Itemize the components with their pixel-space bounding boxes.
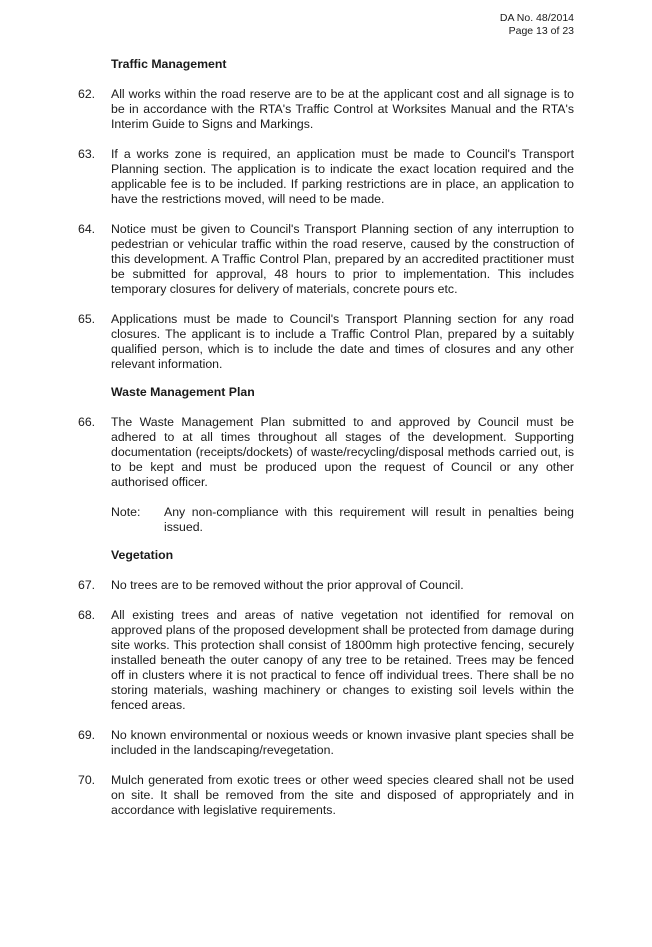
condition-number: 65. [78,312,96,326]
condition-68 [78,608,574,713]
page-header [500,12,574,38]
condition-62 [78,87,574,132]
condition-70 [78,773,574,818]
note-label: Note: [111,505,141,519]
da-number: DA No. 48/2014 [499,12,574,24]
condition-text: Mulch generated from exotic trees or other weed species cleared shall not be used on site. It shall be removed from the site and disposed of appropriately and in accordance with legislative requirements. [111,773,574,817]
condition-number: 67. [78,578,96,592]
section-heading-waste-management-plan: Waste Management Plan [111,385,255,399]
page-number: Page 13 of 23 [508,25,574,37]
condition-66 [78,415,574,490]
condition-64 [78,222,574,297]
condition-67 [78,578,574,593]
note-text: Any non-compliance with this requirement will result in penalties being issued. [164,505,574,534]
condition-text: All works within the road reserve are to be at the applicant cost and all signage is to be in accordance with the RTA's Traffic Control at Worksites Manual and the RTA's Interim Guide to Signs and Markings. [111,87,574,131]
condition-number: 63. [78,147,96,161]
condition-number: 70. [78,773,96,787]
condition-text: No known environmental or noxious weeds or known invasive plant species shall be included in the landscaping/revegetation. [111,728,574,757]
condition-number: 66. [78,415,96,429]
section-heading-vegetation: Vegetation [111,548,174,562]
condition-63 [78,147,574,207]
condition-note [111,505,574,535]
condition-65 [78,312,574,372]
condition-text: Applications must be made to Council's Transport Planning section for any road closures. The applicant is to include a Traffic Control Plan, prepared by a suitably qualified person, which is to include the date and times of closures and any other relevant information. [111,312,574,371]
condition-number: 69. [78,728,96,742]
condition-text: If a works zone is required, an application must be made to Council's Transport Planning section. The application is to indicate the exact location required and the applicable fee is to be included. If parking restrictions are in place, an application to have the restrictions moved, will need to be made. [111,147,574,206]
condition-text: Notice must be given to Council's Transport Planning section of any interruption to pedestrian or vehicular traffic within the road reserve, caused by the construction of this development. A Traffic Control Plan, prepared by an accredited practitioner must be submitted for approval, 48 hours to prior to implementation. This includes temporary closures for delivery of materials, concrete pours etc. [111,222,574,296]
document-body [78,54,574,818]
condition-number: 64. [78,222,96,236]
condition-number: 68. [78,608,96,622]
condition-text: All existing trees and areas of native vegetation not identified for removal on approved plans of the proposed development shall be protected from damage during site works. This protection shall consist of 1800mm high protective fencing, securely installed beneath the outer canopy of any tree to be retained. Trees may be fenced off in clusters where it is not practical to fence off individual trees. There shall be no storing materials, washing machinery or changes to existing soil levels within the fenced areas. [111,608,574,712]
condition-text: No trees are to be removed without the prior approval of Council. [111,578,464,592]
condition-69 [78,728,574,758]
section-heading-traffic-management: Traffic Management [111,57,227,71]
condition-text: The Waste Management Plan submitted to and approved by Council must be adhered to at all times throughout all stages of the development. Supporting documentation (receipts/dockets) of waste/recycling/disposal methods carried out, is to be kept and must be produced upon the request of Council or any other authorised officer. [111,415,574,489]
condition-number: 62. [78,87,96,101]
